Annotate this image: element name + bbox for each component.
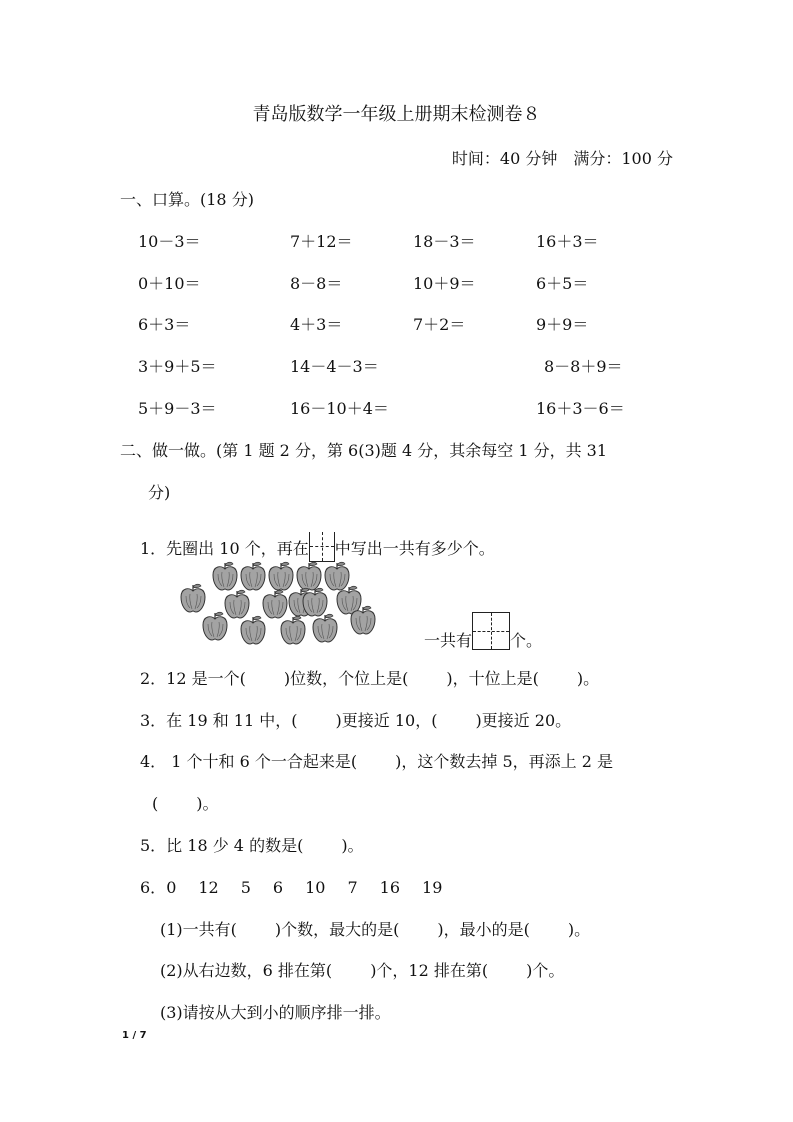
- q1-text-before: 1．先圈出 10 个，再在: [140, 539, 309, 558]
- q6-number: 10: [305, 878, 326, 897]
- q1-total-prefix: 一共有: [424, 631, 473, 650]
- exam-meta: 时间：40 分钟 满分：100 分: [451, 149, 673, 168]
- q2-text: )，十位上是(: [446, 669, 539, 688]
- question-6-part3: (3)请按从大到小的顺序排一排。: [160, 1003, 391, 1022]
- q6-text: )。: [567, 920, 591, 939]
- question-6-part1: [160, 920, 590, 940]
- apple-icon: [200, 610, 230, 642]
- oral-calc-item: 10＋9＝: [413, 274, 476, 293]
- oral-calc-item: 7＋2＝: [413, 315, 466, 334]
- oral-calc-item: 16－10＋4＝: [290, 399, 389, 418]
- section2-heading-cont: 分): [148, 483, 171, 502]
- oral-calc-item: 10－3＝: [138, 232, 201, 251]
- q3-text: 3．在 19 和 11 中，(: [140, 711, 298, 730]
- oral-calc-item: 0＋10＝: [138, 274, 201, 293]
- q4-text: 4． 1 个十和 6 个一合起来是(: [140, 752, 358, 771]
- q6-text: (1)一共有(: [160, 920, 237, 939]
- apple-icon: [310, 612, 340, 644]
- oral-calc-item: 6＋3＝: [138, 315, 191, 334]
- q2-text: )。: [576, 669, 600, 688]
- question-5: [140, 836, 364, 856]
- q6-number: 19: [422, 878, 443, 897]
- q1-total: [424, 612, 542, 651]
- q6-text: )个数，最大的是(: [274, 920, 400, 939]
- q6-number: 5: [240, 878, 251, 897]
- page-number: 1 / 7: [122, 1030, 147, 1041]
- question-4: [140, 752, 613, 772]
- oral-calc-item: 8－8＋9＝: [544, 357, 623, 376]
- q3-text: )更接近 10，(: [335, 711, 438, 730]
- oral-calc-item: 9＋9＝: [536, 315, 589, 334]
- answer-box-total[interactable]: [472, 612, 510, 650]
- oral-calc-item: 6＋5＝: [536, 274, 589, 293]
- apple-icon: [348, 604, 378, 636]
- q6-text: (2)从右边数，6 排在第(: [160, 961, 333, 980]
- q6-number: 0: [166, 878, 177, 897]
- q2-text: )位数，个位上是(: [283, 669, 409, 688]
- q1-total-suffix: 个。: [510, 631, 543, 650]
- oral-calc-item: 16＋3－6＝: [536, 399, 625, 418]
- oral-calc-item: 16＋3＝: [536, 232, 599, 251]
- oral-calc-item: 18－3＝: [413, 232, 476, 251]
- question-6: [140, 878, 442, 898]
- apple-icon: [278, 614, 308, 646]
- oral-calc-item: 14－4－3＝: [290, 357, 379, 376]
- oral-calc-item: 3＋9＋5＝: [138, 357, 217, 376]
- q4-text: )。: [196, 794, 219, 813]
- q4-text: )，这个数去掉 5，再添上 2 是: [395, 752, 614, 771]
- q4-text: (: [152, 794, 159, 813]
- q6-text: )个。: [526, 961, 565, 980]
- question-3: [140, 711, 571, 731]
- question-4-cont: [152, 794, 219, 814]
- oral-calc-item: 5＋9－3＝: [138, 399, 217, 418]
- apple-group[interactable]: [176, 556, 386, 646]
- section1-heading: 一、口算。(18 分): [120, 190, 254, 209]
- q2-text: 2．12 是一个(: [140, 669, 246, 688]
- question-2: [140, 669, 599, 689]
- apple-icon: [238, 614, 268, 646]
- q6-label: 6．: [140, 878, 167, 897]
- q6-text: )个，12 排在第(: [370, 961, 489, 980]
- q1-text-after: 中写出一共有多少个。: [334, 539, 495, 558]
- oral-calc-item: 8－8＝: [290, 274, 343, 293]
- q6-number: 16: [379, 878, 401, 897]
- page-title: 青岛版数学一年级上册期末检测卷８: [252, 104, 541, 125]
- question-6-part2: [160, 961, 564, 981]
- oral-calc-item: 7＋12＝: [290, 232, 353, 251]
- q3-text: )更接近 20。: [475, 711, 572, 730]
- q5-text: 5．比 18 少 4 的数是(: [140, 836, 304, 855]
- q6-number: 7: [347, 878, 358, 897]
- section2-heading: 二、做一做。(第 1 题 2 分，第 6(3)题 4 分，其余每空 1 分，共 31: [120, 441, 608, 460]
- oral-calc-item: 4＋3＝: [290, 315, 343, 334]
- q6-number: 12: [198, 878, 219, 897]
- q6-text: )，最小的是(: [437, 920, 530, 939]
- q5-text: )。: [341, 836, 364, 855]
- q6-number: 6: [272, 878, 284, 897]
